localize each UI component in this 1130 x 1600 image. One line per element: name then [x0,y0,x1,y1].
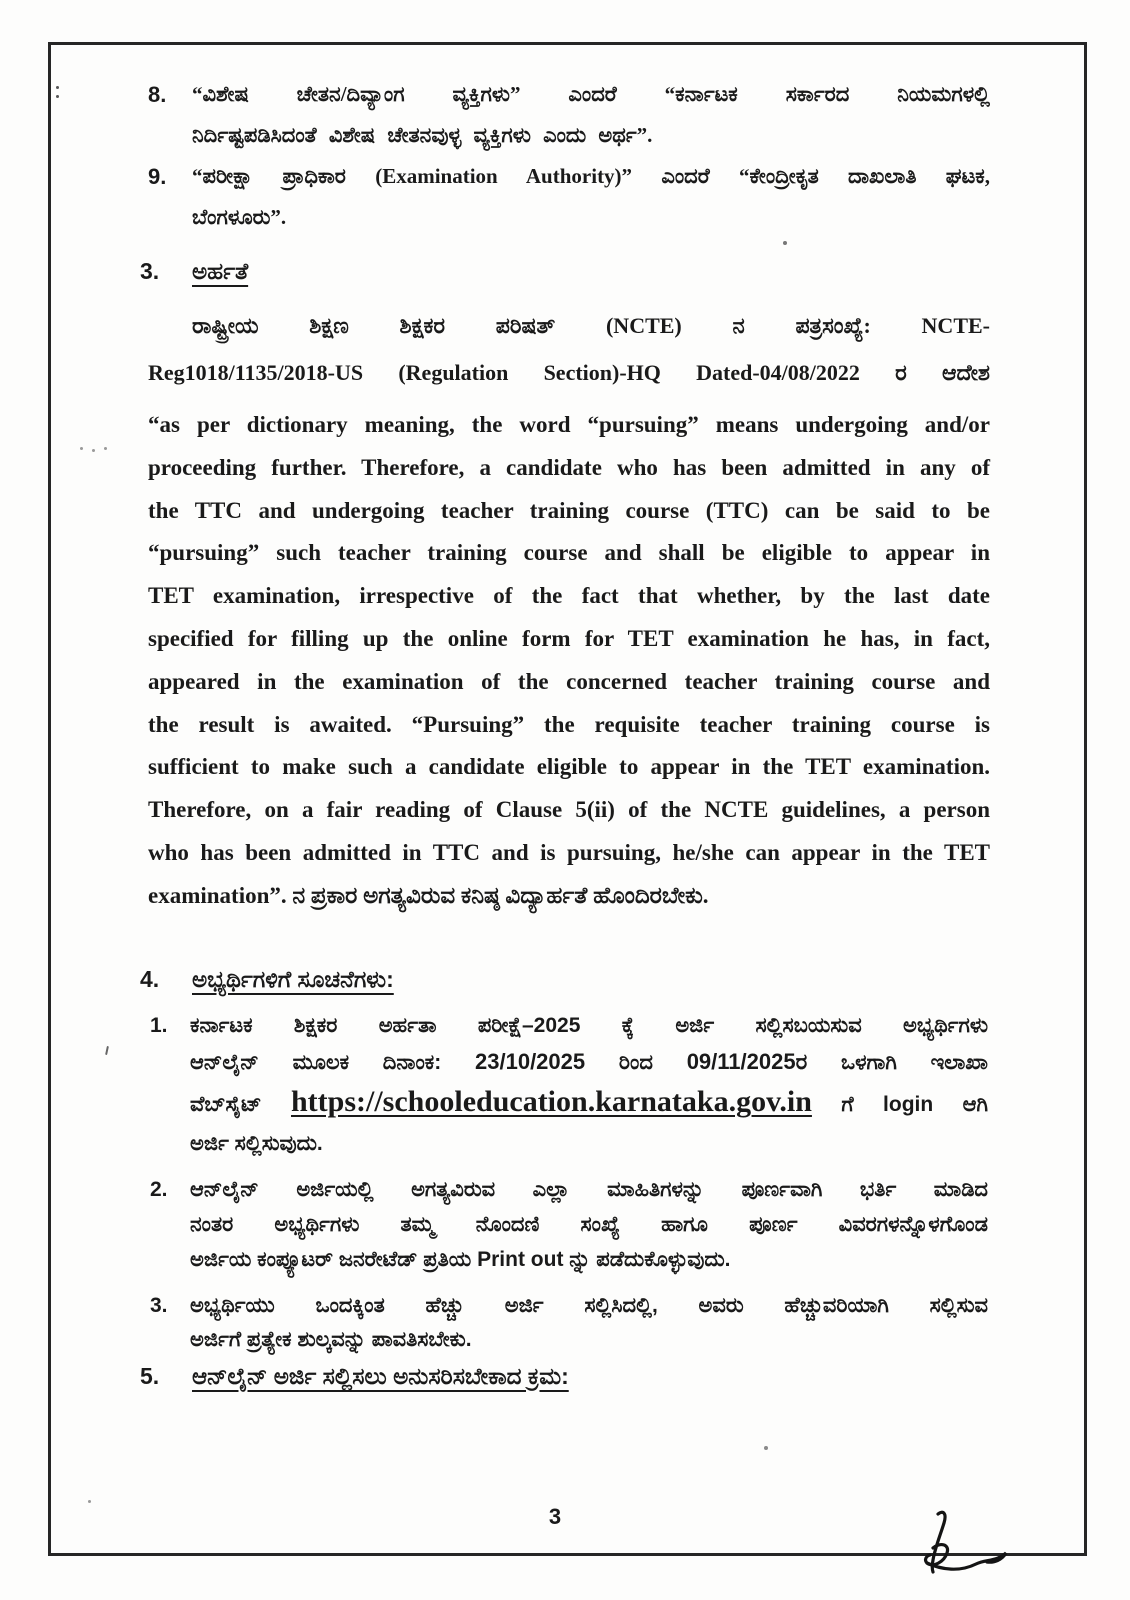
application-start-date: 23/10/2025 [475,1049,586,1074]
section-3-title: ಅರ್ಹತೆ [192,258,249,284]
date-line-suffix: ಒಳಗಾಗಿ ಇಲಾಖಾ [841,1051,988,1074]
instruction-line [190,1044,988,1081]
quotation-line: Therefore, on a fair reading of Clause 5(ii) of the NCTE guidelines, a person [148,797,990,823]
quotation-line: appeared in the examination of the concerned teacher training course and [148,668,990,694]
reference-line: ರಾಷ್ಟ್ರೀಯ ಶಿಕ್ಷಣ ಶಿಕ್ಷಕರ ಪರಿಷತ್ (NCTE) ನ ಪತ್ರಸಂಖ್ಯೆ: NCTE- [192,313,990,338]
instruction-line: ಅರ್ಜಿಗೆ ಪ್ರತ್ಯೇಕ ಶುಲ್ಕವನ್ನು ಪಾವತಿಸಬೇಕು. [190,1328,472,1351]
section-number: 4. [140,966,160,992]
website-url-link[interactable]: https://schooleducation.karnataka.gov.in [291,1085,812,1118]
login-text: ಗೆ login ಆಗಿ [841,1093,988,1116]
definition-text: ಬೆಂಗಳೂರು”. [192,205,287,229]
item-number: 2. [150,1178,168,1201]
page-number: 3 [548,1504,562,1529]
instruction-line: ನಂತರ ಅಭ್ಯರ್ಥಿಗಳು ತಮ್ಮ ನೊಂದಣಿ ಸಂಖ್ಯೆ ಹಾಗೂ ಪೂರ್ಣ ವಿವರಗಳನ್ನೊಳಗೊಂಡ [190,1213,988,1236]
list-item-9 [148,156,990,238]
definition-text: “ಪರೀಕ್ಷಾ ಪ್ರಾಧಿಕಾರ (Examination Authority)” ಎಂದರೆ “ಕೇಂದ್ರೀಕೃತ ದಾಖಲಾತಿ ಘಟಕ, [192,164,990,188]
date-line-prefix: ಆನ್‌ಲೈನ್ ಮೂಲಕ ದಿನಾಂಕ: [190,1051,442,1074]
instruction-line: ಕರ್ನಾಟಕ ಶಿಕ್ಷಕರ ಅರ್ಹತಾ ಪರೀಕ್ಷೆ–2025 ಕ್ಕೆ ಅರ್ಜಿ ಸಲ್ಲಿಸಬಯಸುವ ಅಭ್ಯರ್ಥಿಗಳು [190,1014,988,1037]
ncte-reference [148,302,990,396]
section-3-heading-row [140,258,248,285]
item-number: 9. [148,164,167,189]
quotation-line: “as per dictionary meaning, the word “pursuing” means undergoing and/or [148,412,990,437]
scan-artifact [783,241,787,245]
quotation-line: proceeding further. Therefore, a candidate who has been admitted in any of [148,454,990,480]
section-5-title: ಆನ್‌ಲೈನ್ ಅರ್ಜಿ ಸಲ್ಲಿಸಲು ಅನುಸರಿಸಬೇಕಾದ ಕ್ರಮ: [192,1363,569,1389]
section-number: 5. [140,1363,160,1389]
instruction-line: ಆನ್‌ಲೈನ್ ಅರ್ಜಿಯಲ್ಲಿ ಅಗತ್ಯವಿರುವ ಎಲ್ಲಾ ಮಾಹಿತಿಗಳನ್ನು ಪೂರ್ಣವಾಗಿ ಭರ್ತಿ ಮಾಡಿದ [190,1178,988,1201]
scan-artifact [88,1500,91,1503]
quotation-line: specified for filling up the online form for TET examination he has, in fact, [148,625,990,651]
scan-artifact [764,1446,768,1450]
scan-artifact [56,86,59,89]
quotation-line: “pursuing” such teacher training course and shall be eligible to appear in [148,540,990,566]
list-item-8 [148,74,990,156]
application-end-date: 09/11/2025ರ [686,1049,808,1074]
reference-line: Reg1018/1135/2018-US (Regulation Section)-HQ Dated-04/08/2022 ರ ಆದೇಶ [148,360,990,385]
quotation-line: examination”. ನ ಪ್ರಕಾರ ಅಗತ್ಯವಿರುವ ಕನಿಷ್ಠ ವಿದ್ಯಾರ್ಹತೆ ಹೊಂದಿರಬೇಕು. [148,882,709,908]
quotation-line: sufficient to make such a candidate eligible to appear in the TET examination. [148,754,990,780]
instruction-item-3 [150,1289,988,1357]
ncte-quotation [148,404,990,918]
scan-artifact [80,447,83,450]
instruction-item-1 [150,1008,988,1162]
definition-text: “ವಿಶೇಷ ಚೇತನ/ದಿವ್ಯಾಂಗ ವ್ಯಕ್ತಿಗಳು” ಎಂದರೆ “ಕರ್ನಾಟಕ ಸರ್ಕಾರದ ನಿಯಮಗಳಲ್ಲಿ [192,82,990,106]
section-4-title: ಅಭ್ಯರ್ಥಿಗಳಿಗೆ ಸೂಚನೆಗಳು: [192,966,394,992]
signature-mark [902,1500,1032,1590]
item-number: 8. [148,82,167,107]
instructions-list [150,1008,988,1357]
quotation-line: the TTC and undergoing teacher training course (TTC) can be said to be [148,497,990,523]
date-line-mid: ರಿಂದ [618,1051,653,1074]
quotation-line: the result is awaited. “Pursuing” the requisite teacher training course is [148,711,990,737]
quotation-line: who has been admitted in TTC and is pursuing, he/she can appear in the TET [148,839,990,865]
definition-text: ನಿರ್ದಿಷ್ಟಪಡಿಸಿದಂತೆ ವಿಶೇಷ ಚೇತನವುಳ್ಳ ವ್ಯಕ್ತಿಗಳು ಎಂದು ಅರ್ಥ”. [192,123,653,147]
section-5-heading-row [140,1363,569,1390]
section-4-heading-row [140,966,394,993]
quotation-line: TET examination, irrespective of the fact that whether, by the last date [148,583,990,609]
section-number: 3. [140,258,160,284]
definitions-list [148,74,990,238]
item-number: 3. [150,1294,168,1317]
instruction-line: ಅಭ್ಯರ್ಥಿಯು ಒಂದಕ್ಕಿಂತ ಹೆಚ್ಚು ಅರ್ಜಿ ಸಲ್ಲಿಸಿದಲ್ಲಿ, ಅವರು ಹೆಚ್ಚುವರಿಯಾಗಿ ಸಲ್ಲಿಸುವ [190,1294,988,1317]
instruction-item-2 [150,1172,988,1277]
item-number: 1. [150,1014,168,1037]
instruction-line: ಅರ್ಜಿಯ ಕಂಪ್ಯೂಟರ್ ಜನರೇಟೆಡ್ ಪ್ರತಿಯ Print out ನ್ನು ಪಡೆದುಕೊಳ್ಳುವುದು. [190,1248,731,1271]
instruction-line: ಅರ್ಜಿ ಸಲ್ಲಿಸುವುದು. [190,1132,323,1155]
instruction-line [190,1081,988,1126]
website-label: ವೆಬ್‌ಸೈಟ್ [190,1093,262,1116]
